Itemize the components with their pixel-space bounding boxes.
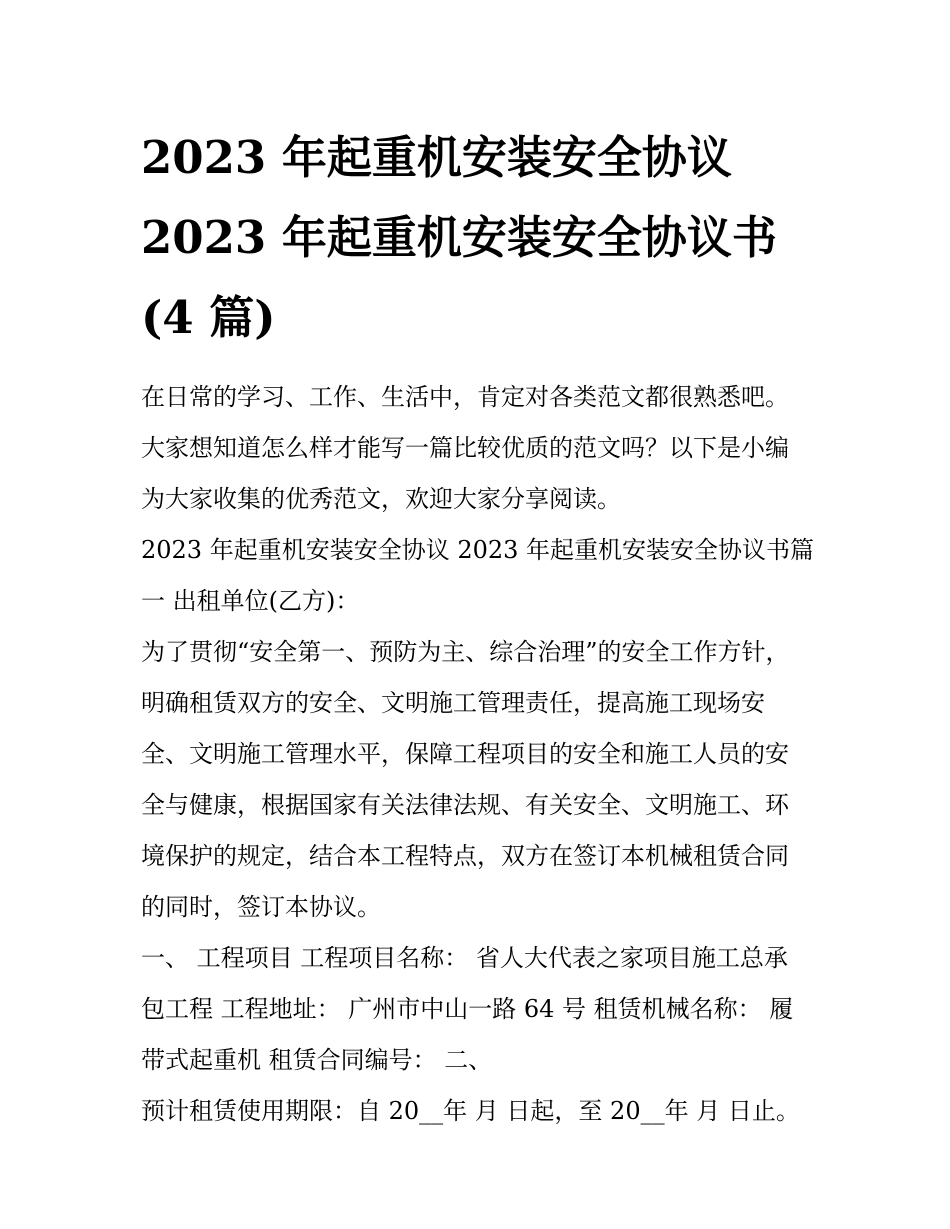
text-line: 2023 年起重机安装安全协议 2023 年起重机安装安全协议书篇 — [141, 536, 815, 564]
text-line: 的同时，签订本协议。 — [141, 893, 381, 921]
document-body — [141, 372, 821, 1137]
text-line: 预计租赁使用期限：自 20__年 月 日起，至 20__年 月 日止。 — [141, 1097, 800, 1125]
text-line: 全、文明施工管理水平，保障工程项目的安全和施工人员的安 — [141, 740, 789, 768]
text-line: 包工程 工程地址： 广州市中山一路 64 号 租赁机械名称： 履 — [141, 995, 794, 1023]
title-line: 2023 年起重机安装安全协议书 — [141, 211, 777, 264]
text-line: 大家想知道怎么样才能写一篇比较优质的范文吗？以下是小编 — [141, 434, 789, 462]
text-line: 带式起重机 租赁合同编号： 二、 — [141, 1046, 493, 1074]
title-line: 2023 年起重机安装安全协议 — [141, 131, 732, 184]
text-line: 全与健康，根据国家有关法律法规、有关安全、文明施工、环 — [141, 791, 789, 819]
text-line: 为大家收集的优秀范文，欢迎大家分享阅读。 — [141, 485, 621, 513]
text-line: 一、 工程项目 工程项目名称： 省人大代表之家项目施工总承 — [141, 944, 788, 972]
rental-period-paragraph — [141, 1086, 821, 1137]
text-line: 为了贯彻“安全第一、预防为主、综合治理”的安全工作方针， — [141, 638, 790, 666]
text-line: 境保护的规定，结合本工程特点，双方在签订本机械租赁合同 — [141, 842, 789, 870]
text-line: 明确租赁双方的安全、文明施工管理责任，提高施工现场安 — [141, 689, 765, 717]
project-info-paragraph — [141, 933, 821, 1086]
text-line: 在日常的学习、工作、生活中，肯定对各类范文都很熟悉吧。 — [141, 383, 789, 411]
section-heading-paragraph — [141, 525, 821, 627]
intro-paragraph — [141, 372, 821, 525]
text-line: 一 出租单位(乙方)： — [141, 587, 360, 615]
document-title — [141, 118, 821, 358]
document-page — [141, 118, 821, 1137]
title-line: (4 篇) — [141, 291, 276, 344]
purpose-paragraph — [141, 627, 821, 933]
